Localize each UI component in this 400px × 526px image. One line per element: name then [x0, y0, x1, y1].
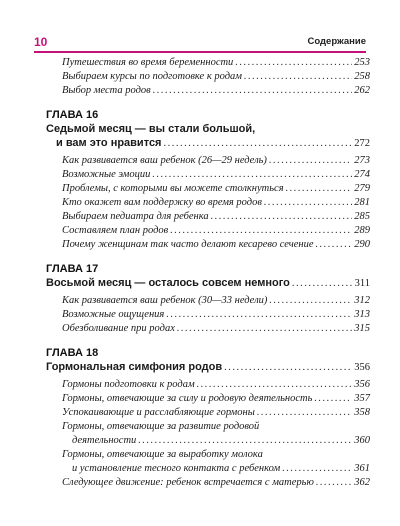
- toc-entry[interactable]: Кто окажет вам поддержку во время родов ..... 281: [62, 196, 370, 210]
- toc-entry[interactable]: Составляем план родов ..... 289: [62, 224, 370, 238]
- toc-entry-line1[interactable]: Гормоны, отвечающие за выработку молока: [62, 449, 263, 460]
- chapter-18: [46, 346, 370, 374]
- toc-entry[interactable]: Гормоны, отвечающие за силу и родовую деятельность ..... 357: [62, 392, 370, 406]
- toc-content: [46, 56, 370, 490]
- toc-group-ch16: [62, 154, 370, 252]
- toc-entry[interactable]: Путешествия во время беременности ..... 253: [62, 56, 370, 70]
- toc-entry[interactable]: Выбираем педиатра для ребенка ..... 285: [62, 210, 370, 224]
- toc-entry[interactable]: Проблемы, с которыми вы можете столкнуться ..... 279: [62, 182, 370, 196]
- toc-group-ch17: [62, 294, 370, 336]
- toc-entry[interactable]: Следующее движение: ребенок встречается с матерью ..... 362: [62, 476, 370, 490]
- toc-entry-line1[interactable]: Гормоны, отвечающие за развитие родовой: [62, 421, 260, 432]
- toc-group-top: [62, 56, 370, 98]
- toc-entry[interactable]: Возможные эмоции ..... 274: [62, 168, 370, 182]
- section-title: Содержание: [307, 36, 366, 47]
- page-number: 10: [34, 35, 48, 49]
- chapter-label: ГЛАВА 18: [46, 347, 99, 359]
- header-rule: [34, 51, 366, 53]
- chapter-label: ГЛАВА 16: [46, 109, 99, 121]
- chapter-label: ГЛАВА 17: [46, 263, 99, 275]
- toc-entry[interactable]: Как развивается ваш ребенок (26—29 недель) ..... 273: [62, 154, 370, 168]
- chapter-title-line[interactable]: Восьмой месяц — осталось совсем немного ..... 311: [46, 276, 370, 290]
- chapter-title-line[interactable]: Гормональная симфония родов ..... 356: [46, 360, 370, 374]
- toc-entry[interactable]: Гормоны подготовки к родам ..... 356: [62, 378, 370, 392]
- page-header: [34, 35, 366, 49]
- toc-entry[interactable]: Как развивается ваш ребенок (30—33 недели) ..... 312: [62, 294, 370, 308]
- toc-entry[interactable]: Выбираем курсы по подготовке к родам ..... 258: [62, 70, 370, 84]
- toc-entry[interactable]: деятельности ..... 360: [62, 434, 370, 448]
- toc-entry[interactable]: и установление тесного контакта с ребенком ..... 361: [62, 462, 370, 476]
- chapter-16: [46, 108, 370, 150]
- chapter-title[interactable]: Седьмой месяц — вы стали большой,: [46, 123, 256, 135]
- toc-entry[interactable]: Почему женщинам так часто делают кесарево сечение ..... 290: [62, 238, 370, 252]
- toc-entry[interactable]: Обезболивание при родах ..... 315: [62, 322, 370, 336]
- toc-entry[interactable]: Выбор места родов ..... 262: [62, 84, 370, 98]
- toc-entry[interactable]: Успокаивающие и расслабляющие гормоны ..... 358: [62, 406, 370, 420]
- toc-group-ch18: [62, 378, 370, 490]
- chapter-title-line[interactable]: и вам это нравится ..... 272: [46, 136, 370, 150]
- toc-entry[interactable]: Возможные ощущения ..... 313: [62, 308, 370, 322]
- chapter-17: [46, 262, 370, 290]
